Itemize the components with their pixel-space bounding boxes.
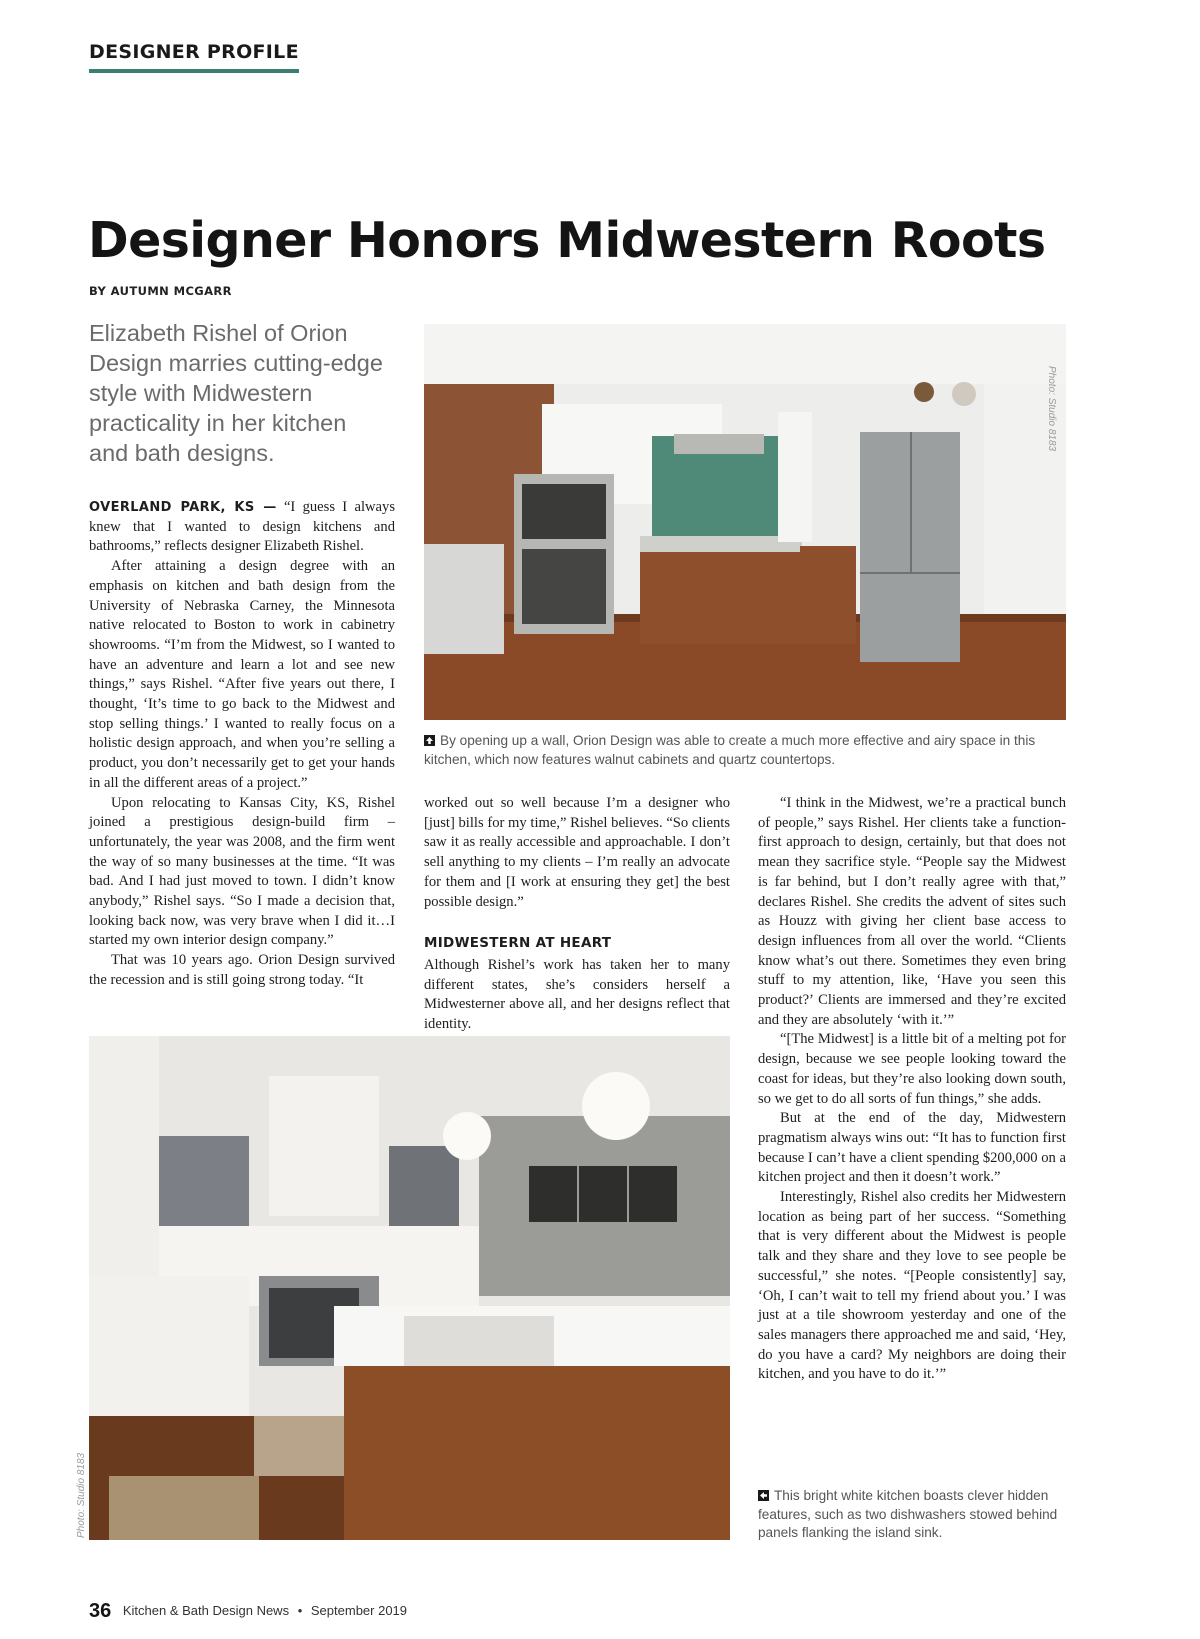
section-label: DESIGNER PROFILE	[89, 41, 299, 73]
arrow-up-icon	[424, 735, 435, 746]
caption-bottom	[758, 1487, 1068, 1543]
photo-credit-top: Photo: Studio 8183	[1046, 366, 1057, 452]
issue-date: September 2019	[310, 1603, 408, 1618]
paragraph: Although Rishel’s work has taken her to many different states, she’s considers herself a Midwesterner above all, and her designs reflect that identity.	[424, 956, 730, 1033]
paragraph: That was 10 years ago. Orion Design survived the recession and is still going strong today. “It	[89, 952, 395, 988]
byline: BY AUTUMN MCGARR	[89, 284, 232, 298]
kitchen-photo-walnut	[424, 324, 1066, 720]
dateline: OVERLAND PARK, KS —	[89, 500, 277, 515]
page-footer	[89, 1600, 407, 1623]
arrow-left-icon	[758, 1490, 769, 1501]
paragraph: “[The Midwest] is a little bit of a melting pot for design, because we see people looking toward the coast for ideas, but they’re also looking down south, so we get to do all sorts of fun things,” she adds.	[758, 1031, 1066, 1107]
subhead: MIDWESTERN AT HEART	[424, 935, 612, 952]
paragraph: worked out so well because I’m a designer who [just] bills for my time,” Rishel believes. “So clients saw it as really accessible and approachable. I don’t sell anything to my clients – I’m really an advocate for them and [I work at ensuring they get] the best possible design.”	[424, 795, 730, 910]
paragraph: Interestingly, Rishel also credits her Midwestern location as being part of her success. “Something that is very different about the Midwest is people talk and they share and they love to see people be successful,” she notes. “[People consistently] say, ‘Oh, I can’t wait to tell my friend about you.’ I was just at a tile showroom yesterday and one of the sales managers there approached me and said, ‘Hey, do you have a card? My neighbors are doing their kitchen, and you have to do it.’”	[758, 1189, 1066, 1383]
footer-separator: •	[297, 1603, 303, 1618]
paragraph: After attaining a design degree with an emphasis on kitchen and bath design from the University of Nebraska Carney, the Minnesota native relocated to Boston to work in cabinetry showrooms. “I’m from the Midwest, so I wanted to have an adventure and learn a lot and see new things,” says Rishel. “After five years out there, I thought, ‘It’s time to go back to the Midwest and stop selling things.’ I wanted to really focus on a holistic design approach, and when you’re selling a product, you don’t necessarily get to get your hands in all the different areas of a project.”	[89, 558, 395, 791]
page-number: 36	[89, 1600, 112, 1622]
column-3	[758, 794, 1066, 1385]
photo-credit-bottom: Photo: Studio 8183	[76, 1452, 87, 1538]
paragraph: Upon relocating to Kansas City, KS, Rishel joined a prestigious design-build firm – unfortunately, the year was 2008, and the firm went the way of so many businesses at the time. “It was bad. And I had just moved to town. I didn’t know anybody,” Rishel says. “So I made a decision that, looking back now, was very brave when I did it…I started my own interior design company.”	[89, 794, 395, 949]
caption-top-text: By opening up a wall, Orion Design was able to create a much more effective and airy space in this kitchen, which now features walnut cabinets and quartz countertops.	[424, 733, 1036, 767]
headline: Designer Honors Midwestern Roots	[88, 212, 1046, 269]
publication-name: Kitchen & Bath Design News	[122, 1603, 290, 1618]
paragraph: “I guess I always knew that I wanted to design kitchens and bathrooms,” reflects designer Elizabeth Rishel.	[89, 499, 395, 555]
paragraph: But at the end of the day, Midwestern pragmatism always wins out: “It has to function first because I can’t have a client spending $200,000 on a kitchen project and then it doesn’t work.”	[758, 1110, 1066, 1186]
kitchen-photo-white	[89, 1036, 730, 1540]
caption-top	[424, 732, 1074, 769]
column-2	[424, 794, 730, 1035]
dek: Elizabeth Rishel of Orion Design marries cutting-edge style with Midwestern practicality in her kitchen and bath designs.	[89, 320, 383, 466]
column-1	[89, 498, 395, 991]
caption-bottom-text: This bright white kitchen boasts clever hidden features, such as two dishwashers stowed behind panels flanking the island sink.	[758, 1488, 1058, 1540]
paragraph: “I think in the Midwest, we’re a practical bunch of people,” says Rishel. Her clients take a function-first approach to design, certainly, but that does not mean they sacrifice style. “People say the Midwest is far behind, but I don’t really agree with that,” declares Rishel. She credits the advent of sites such as Houzz with giving her client base access to design influences from all over the world. “Clients know what’s out there. Sometimes they even bring stuff to my attention, like, ‘Have you seen this product?’ Clients are immersed and they’re excited and they are absolutely ‘with it.’”	[758, 795, 1066, 1028]
